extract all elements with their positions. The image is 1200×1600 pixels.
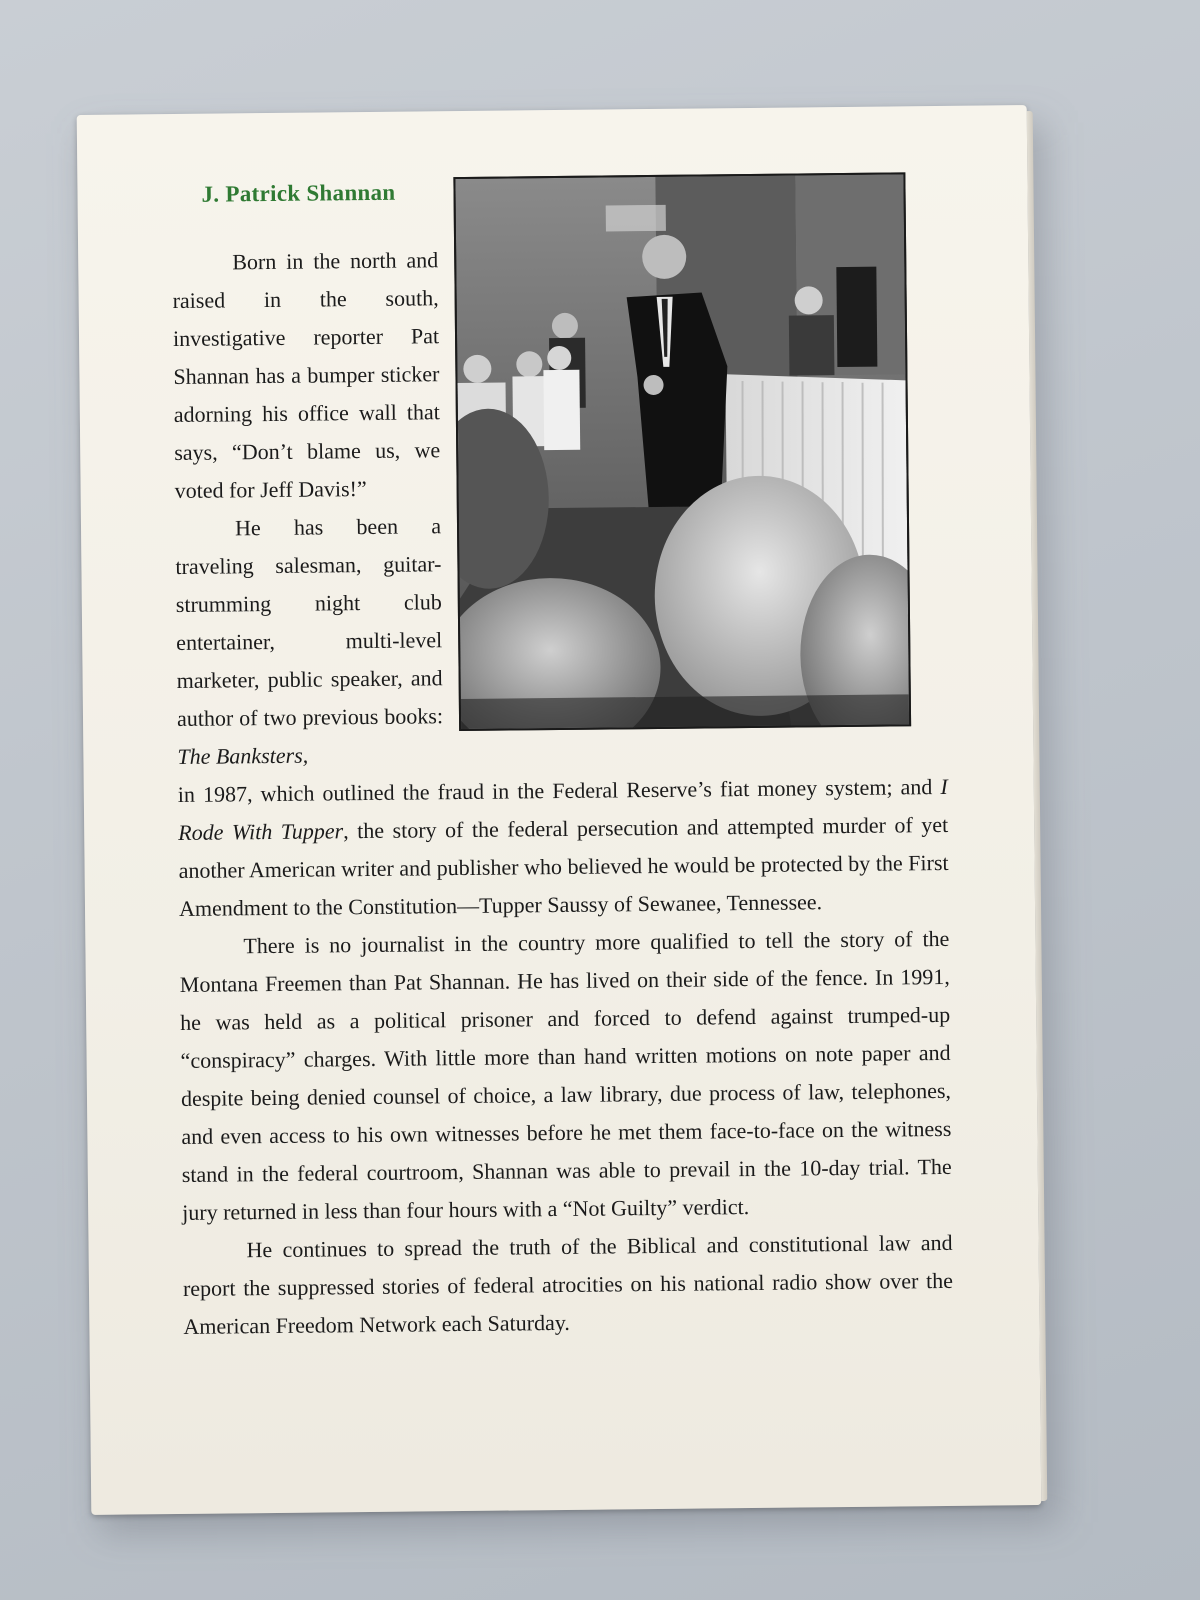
book-back-cover [77,105,1042,1515]
bio-paragraph-4: He continues to spread the truth of the Biblical and constitutional law and report the suppressed stories of federal atrocities on his national radio show over the American Freedom Network each Saturday. [182,1229,954,1339]
bio-paragraph-1: Born in the north and raised in the south, investigative reporter Pat Shannan has a bumper sticker adorning his office wall that says, “Don’t blame us, we voted for Jeff Davis!” [172,247,441,504]
bio-paragraph-3: There is no journalist in the country more qualified to tell the story of the Montana Freemen than Pat Shannan. He has lived on their side of the fence. In 1991, he was held as a political prisoner and forced to defend against trumped-up “conspiracy” charges. With little more than hand written motions on note paper and despite being denied counsel of choice, a law library, due process of law, telephones, and even access to his own witnesses before he met them face-to-face on the witness stand in the federal courtroom, Shannan was able to prevail in the 10-day trial. The jury returned in less than four hours with a “Not Guilty” verdict. [179,925,952,1225]
bio-text [172,236,953,1346]
book-title-tupper: I Rode With Tupper [178,773,948,845]
bio-paragraph-2-cont-b: , the story of the federal persecution and attempted murder of yet another American writer and publisher who believed he would be protected by the First Amendment to the Constitution—Tupper Saussy of Sewanee, Tennessee. [178,811,949,921]
bio-paragraph-2-text: He has been a traveling salesman, guitar-strumming night club entertainer, multi-level marketer, public speaker, and author of two previous books: [175,513,444,731]
bio-paragraph-2-start [175,507,444,776]
bio-paragraph-2-cont-a: in 1987, which outlined the fraud in the Federal Reserve’s fiat money system; and [177,774,941,807]
bio-paragraph-2-continued [178,768,950,928]
book-title-banksters: The Banksters, [177,742,309,769]
author-name: J. Patrick Shannan [201,179,396,207]
